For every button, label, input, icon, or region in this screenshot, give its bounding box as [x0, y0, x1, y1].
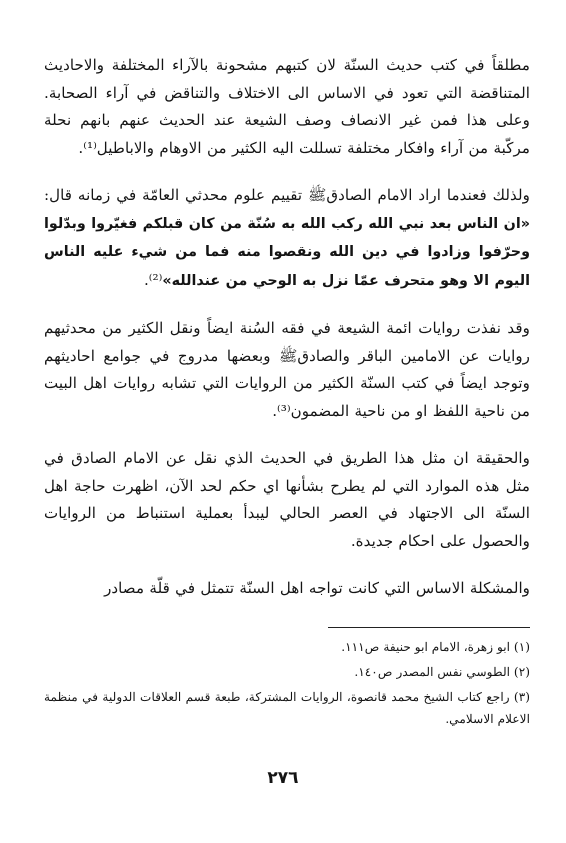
paragraph-4: والحقيقة ان مثل هذا الطريق في الحديث الذي نقل عن الامام الصادق في مثل هذه الموارد التي لم يطرح بشأنها اي حكم لحد الآن، اظهرت حاجة اهل السنّة الى الاجتهاد في العصر الحالي ليبدأ بعملية استنباط من الروايات والحصول على احكام جديدة.	[44, 449, 530, 550]
paragraph-2-footnote-ref: ⁽²⁾.	[143, 270, 163, 289]
paragraph-1: مطلقاً في كتب حديث السنّة لان كتبهم مشحونة بالآراء المختلفة والاحاديث المتناقضة التي تعود في الاساس الى الاختلاف والتناقض في آراء الصحابة. وعلى هذا فمن غير الانصاف وصف الشيعة عند الحديث عنهم بانهم نحلة مركّبة من آراء وافكار مختلفة تسللت اليه الكثير من الاوهام والاباطيل⁽¹⁾.	[44, 56, 530, 157]
footnotes	[44, 636, 530, 733]
footnote-separator	[328, 627, 530, 628]
paragraph-5: والمشكلة الاساس التي كانت تواجه اهل السنّة تتمثل في قلّة مصادر	[104, 579, 530, 597]
paragraph-2-intro: ولذلك فعندما اراد الامام الصادقﷺ تقييم علوم محدثي العامّة في زمانه قال:	[44, 186, 530, 204]
footnote-2: (٢) الطوسي نفس المصدر ص١٤٠.	[354, 665, 530, 679]
footnote-1: (١) ابو زهرة، الامام ابو حنيفة ص١١١.	[341, 640, 530, 654]
page-number: ٢٧٦	[267, 768, 299, 788]
footnote-3: (٣) راجع كتاب الشيخ محمد قانصوة، الروايات المشتركة، طبعة قسم العلاقات الدولية في منظمة الاعلام الاسلامي.	[44, 690, 530, 726]
paragraph-3: وقد نفذت روايات ائمة الشيعة في فقه السُنة ايضاً ونقل الكثير من محدثيهم روايات عن الامامين الباقر والصادقﷺ وبعضها مدروج في جوامع احاديثهم وتوجد ايضاً في كتب السنّة الكثير من الروايات التي تشابه روايات اهل البيت من ناحية اللفظ او من ناحية المضمون⁽³⁾.	[44, 319, 530, 420]
main-text	[44, 52, 530, 603]
hadith-quote: «ان الناس بعد نبي الله ركب الله به سُنّة من كان قبلكم فغيّروا وبدّلوا وحرّفوا وزادوا في دين الله ونقصوا منه فما من شيء عليه الناس اليوم الا وهو متحرف عمّا نزل به الوحي من عندالله»	[44, 215, 530, 289]
paragraph-2	[44, 182, 530, 295]
